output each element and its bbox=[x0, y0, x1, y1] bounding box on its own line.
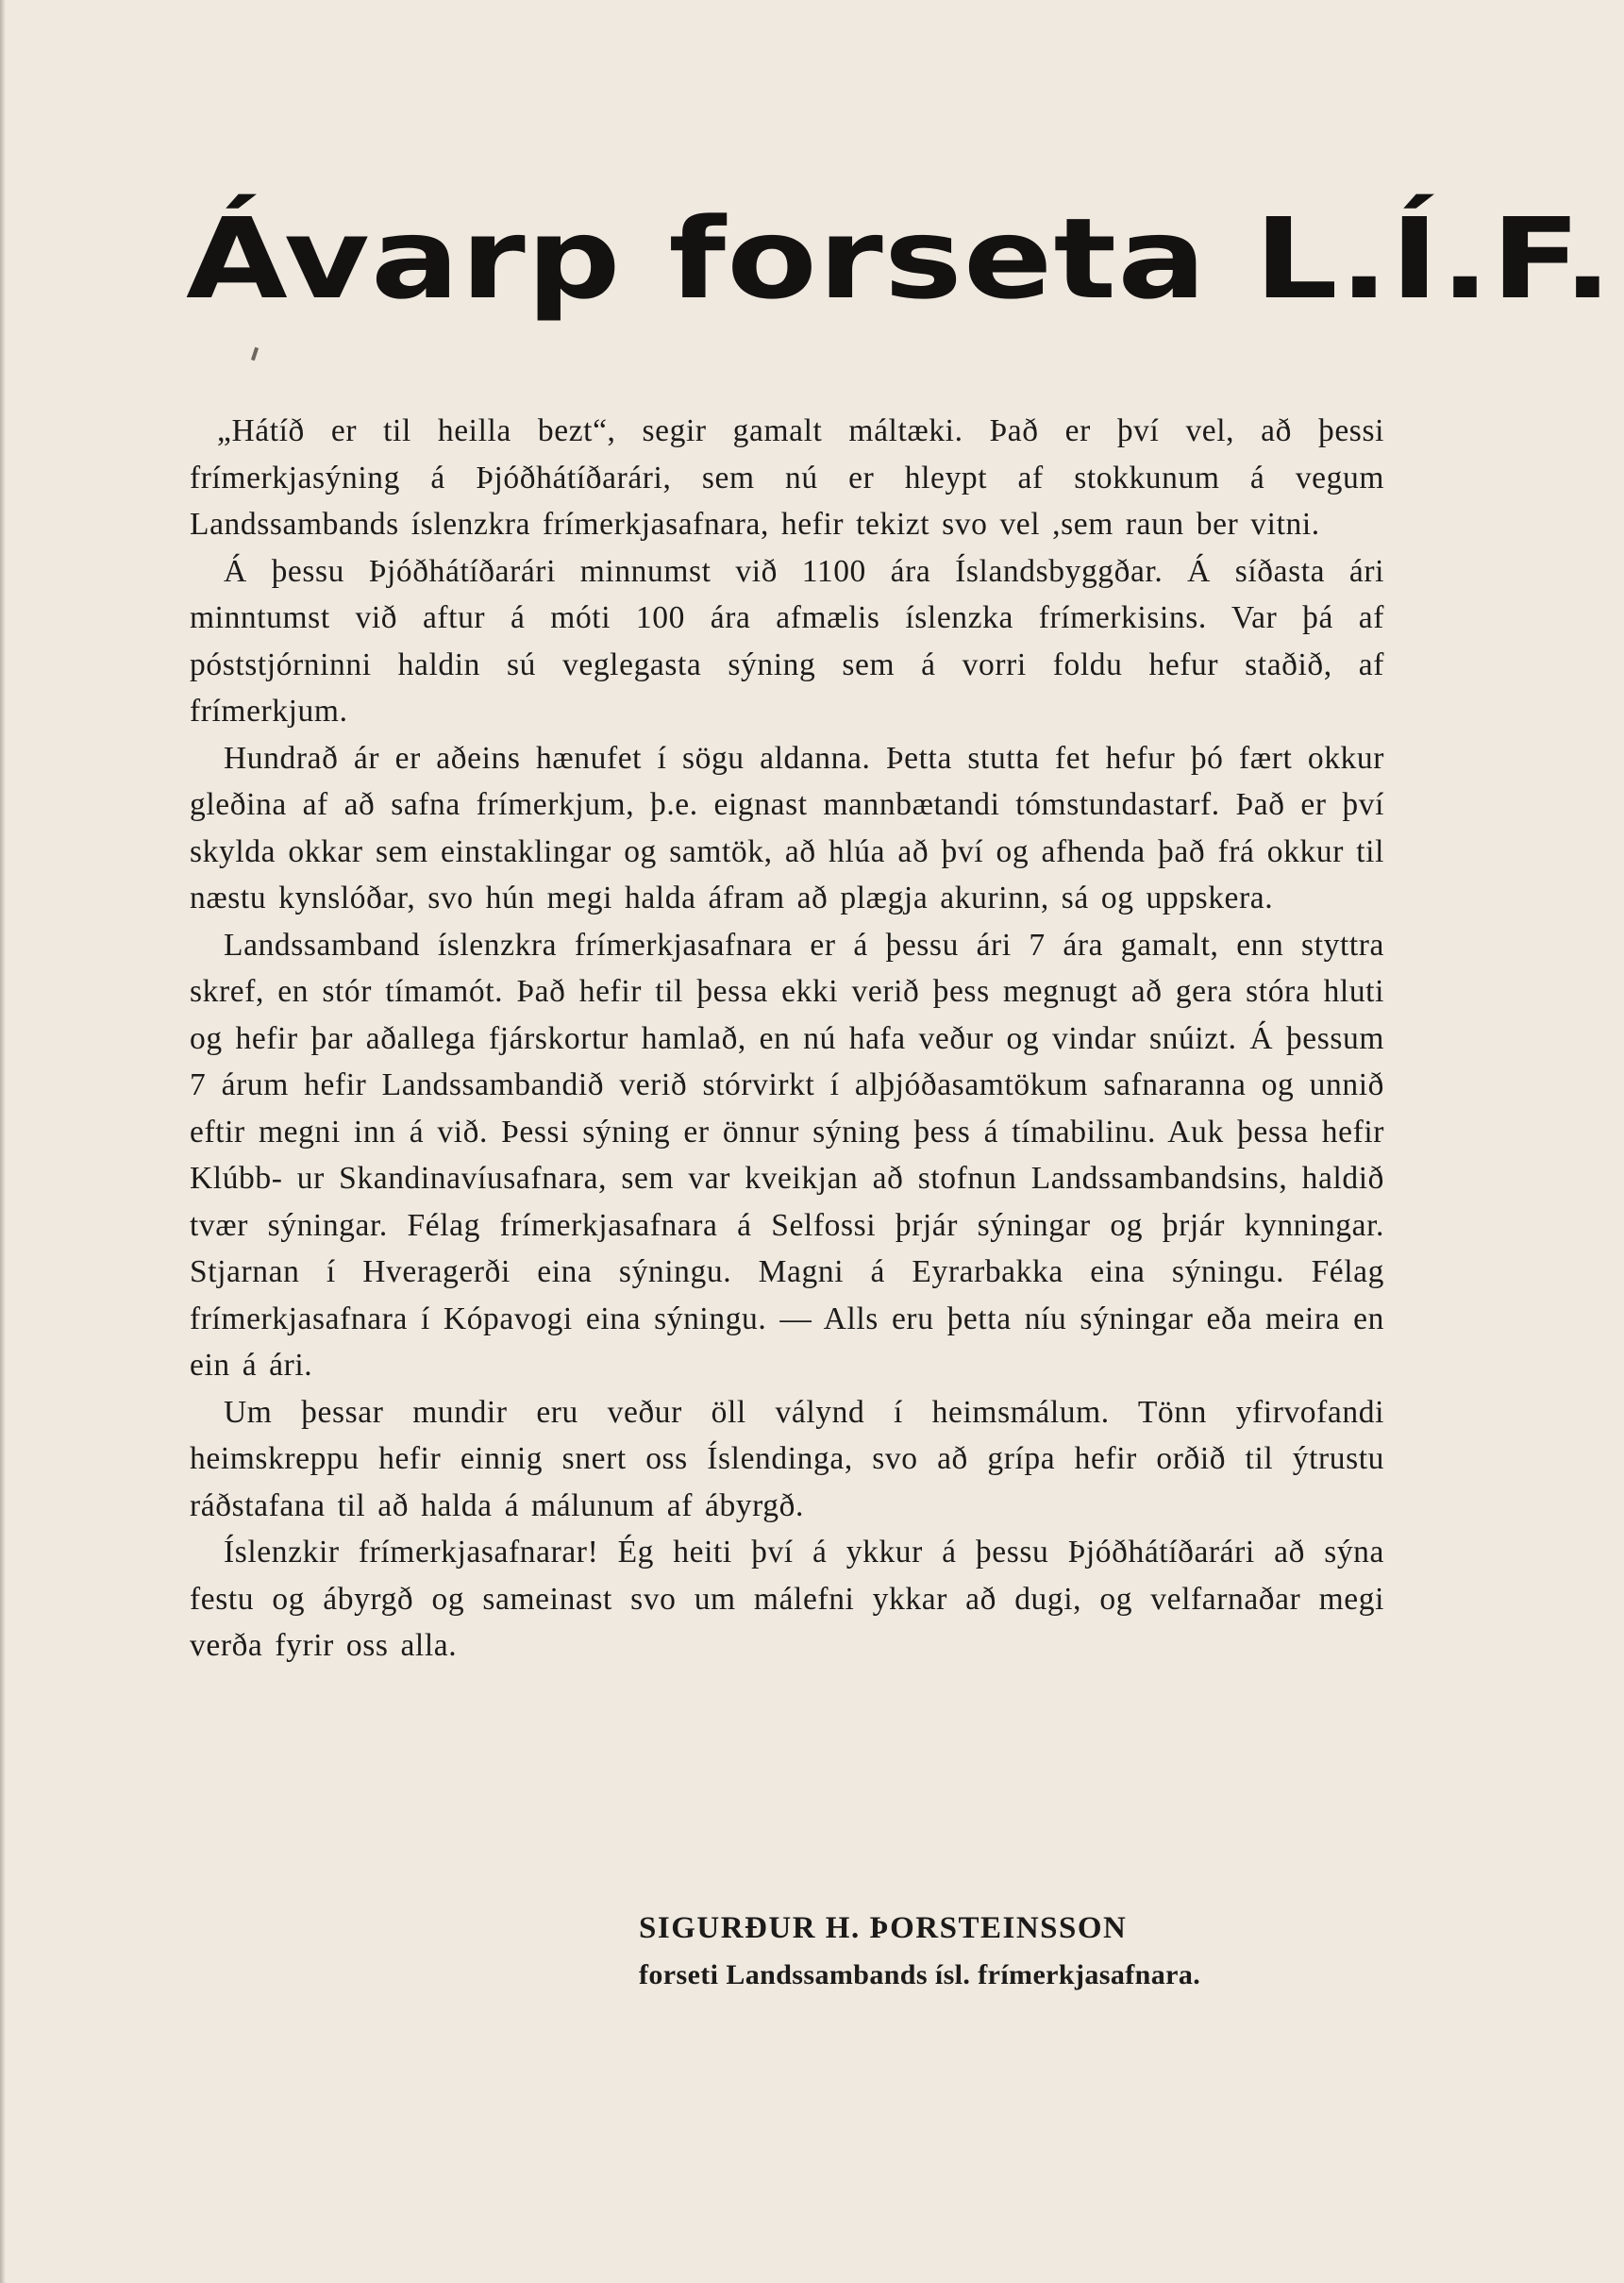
paragraph-2: Á þessu Þjóðhátíðarári minnumst við 1100 ára Íslandsbyggðar. Á síðasta ári minntumst við aftur á móti 100 ára afmælis íslenzka frímerkisins. Var þá af póststjórninni haldin sú veglegasta sýning sem á vorri foldu hefur staðið, af frímerkjum. bbox=[190, 553, 1384, 729]
print-speck bbox=[251, 347, 259, 361]
paragraph-4: Landssamband íslenzkra frímerkjasafnara er á þessu ári 7 ára gamalt, enn styttra skref, en stór tímamót. Það hefir til þessa ekki verið þess megnugt að gera stóra hluti og hefir þar aðallega fjárskortur hamlað, en nú hafa veður og vindar snúizt. Á þessum 7 árum hefir Landssambandið verið stórvirkt í alþjóðasamtökum safnaranna og unnið eftir megni inn á við. Þessi sýning er önnur sýning þess á tímabilinu. Auk þessa hefir Klúbb- ur Skandinavíusafnara, sem var kveikjan að stofnun Landssambandsins, haldið tvær sýningar. Félag frímerkjasafnara á Selfossi þrjár sýningar og þrjár kynningar. Stjarnan í Hveragerði eina sýningu. Magni á Eyrarbakka eina sýningu. Félag frímerkjasafnara í Kópavogi eina sýningu. — Alls eru þetta níu sýningar eða meira en ein á ári. bbox=[190, 927, 1384, 1383]
paragraph-5: Um þessar mundir eru veður öll válynd í heimsmálum. Tönn yfirvofandi heimskreppu hefir einnig snert oss Íslendinga, svo að grípa hefir orðið til ýtrustu ráðstafana til að halda á málunum af ábyrgð. bbox=[190, 1394, 1384, 1523]
page-title: Ávarp forseta L.Í.F. bbox=[186, 193, 1615, 324]
paragraph-1: „Hátíð er til heilla bezt“, segir gamalt máltæki. Það er því vel, að þessi frímerkjasýning á Þjóðhátíðarári, sem nú er hleypt af stokkunum á vegum Landssambands íslenzkra frímerkjasafnara, hefir tekizt svo vel ,sem raun ber vitni. bbox=[190, 413, 1384, 542]
address-body bbox=[190, 408, 1384, 1670]
signature-name: SIGURÐUR H. ÞORSTEINSSON bbox=[639, 1911, 1128, 1945]
signature-block bbox=[639, 1905, 1200, 1999]
paragraph-3: Hundrað ár er aðeins hænufet í sögu aldanna. Þetta stutta fet hefur þó fært okkur gleðina af að safna frímerkjum, þ.e. eignast mannbætandi tómstundastarf. Það er því skylda okkar sem einstaklingar og samtök, að hlúa að því og afhenda það frá okkur til næstu kynslóðar, svo hún megi halda áfram að plægja akurinn, sá og uppskera. bbox=[190, 740, 1384, 915]
signature-title: forseti Landssambands ísl. frímerkjasafnara. bbox=[639, 1959, 1201, 1990]
paragraph-6: Íslenzkir frímerkjasafnarar! Ég heiti því á ykkur á þessu Þjóðhátíðarári að sýna festu og ábyrgð og sameinast svo um málefni ykkar að dugi, og velfarnaðar megi verða fyrir oss alla. bbox=[190, 1535, 1384, 1663]
page-edge-shadow bbox=[0, 0, 6, 2283]
